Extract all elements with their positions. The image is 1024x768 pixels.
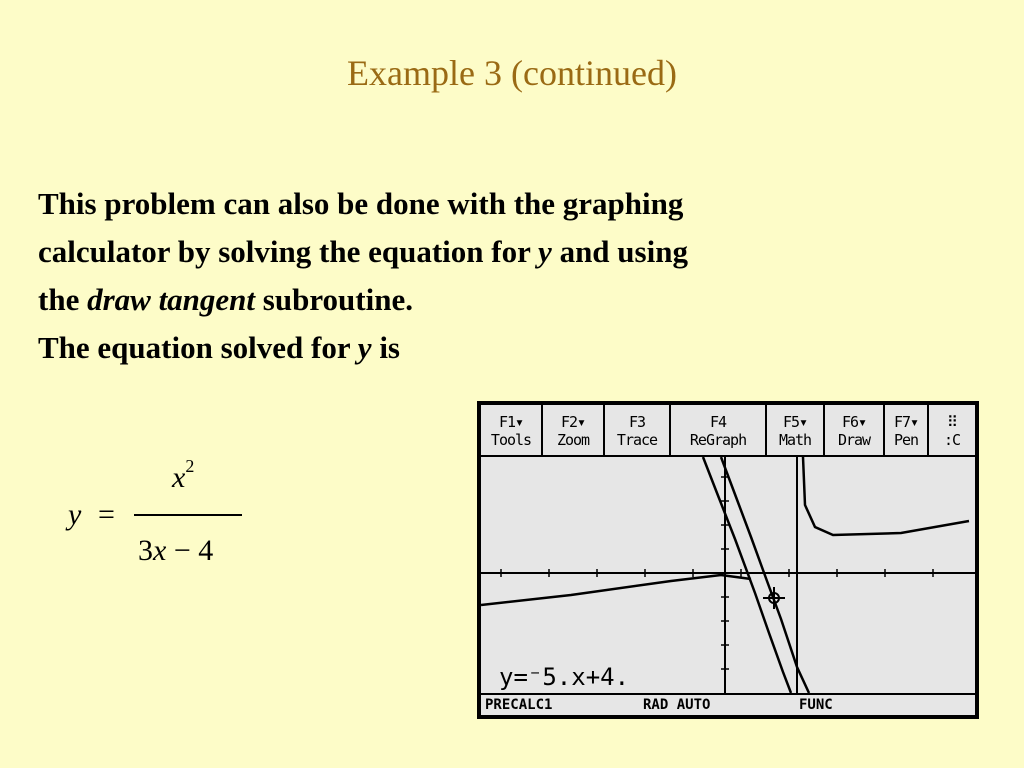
curve-left-branch xyxy=(481,575,751,605)
calculator-screenshot xyxy=(477,401,979,719)
graph-window xyxy=(481,457,975,693)
equation-equals: = xyxy=(98,498,115,531)
curve-middle-branch xyxy=(721,457,809,693)
toolbar-pen-menu[interactable]: F7▾ Pen xyxy=(885,405,929,455)
crosshair-cursor xyxy=(763,587,785,609)
toolbar-tools-menu[interactable]: F1▾ Tools xyxy=(481,405,543,455)
fraction-bar xyxy=(134,514,242,516)
equation-numerator: $x^2$ xyxy=(172,456,195,494)
body-line-4: The equation solved for y is xyxy=(38,330,400,365)
toolbar-custom-menu[interactable]: ⠿ :C xyxy=(943,413,961,449)
toolbar-zoom-menu[interactable]: F2▾ Zoom xyxy=(543,405,605,455)
status-graph-type: FUNC xyxy=(799,697,833,713)
calculator-screen xyxy=(481,405,975,715)
body-line-1: This problem can also be done with the graphing xyxy=(38,186,684,221)
equation-denominator: 3x − 4 xyxy=(138,534,214,567)
toolbar-math-menu[interactable]: F5▾ Math xyxy=(767,405,825,455)
body-line-3: the draw tangent subroutine. xyxy=(38,282,413,317)
status-folder: PRECALC1 xyxy=(485,697,553,713)
tangent-equation-readout: y=⁻5.x+4. xyxy=(499,663,630,691)
equation-lhs: y xyxy=(68,498,82,531)
calculator-status-bar xyxy=(481,693,975,715)
equation xyxy=(66,450,256,580)
toolbar-draw-menu[interactable]: F6▾ Draw xyxy=(825,405,885,455)
toolbar-trace-button[interactable]: F3 Trace xyxy=(605,405,671,455)
body-text xyxy=(38,180,918,372)
calculator-toolbar xyxy=(481,405,975,457)
body-line-2: calculator by solving the equation for y and using xyxy=(38,234,688,269)
slide-title: Example 3 (continued) xyxy=(347,53,677,93)
status-mode: RAD AUTO xyxy=(643,697,711,713)
toolbar-regraph-button[interactable]: F4 ReGraph xyxy=(671,405,767,455)
curve-right-branch xyxy=(803,457,969,535)
